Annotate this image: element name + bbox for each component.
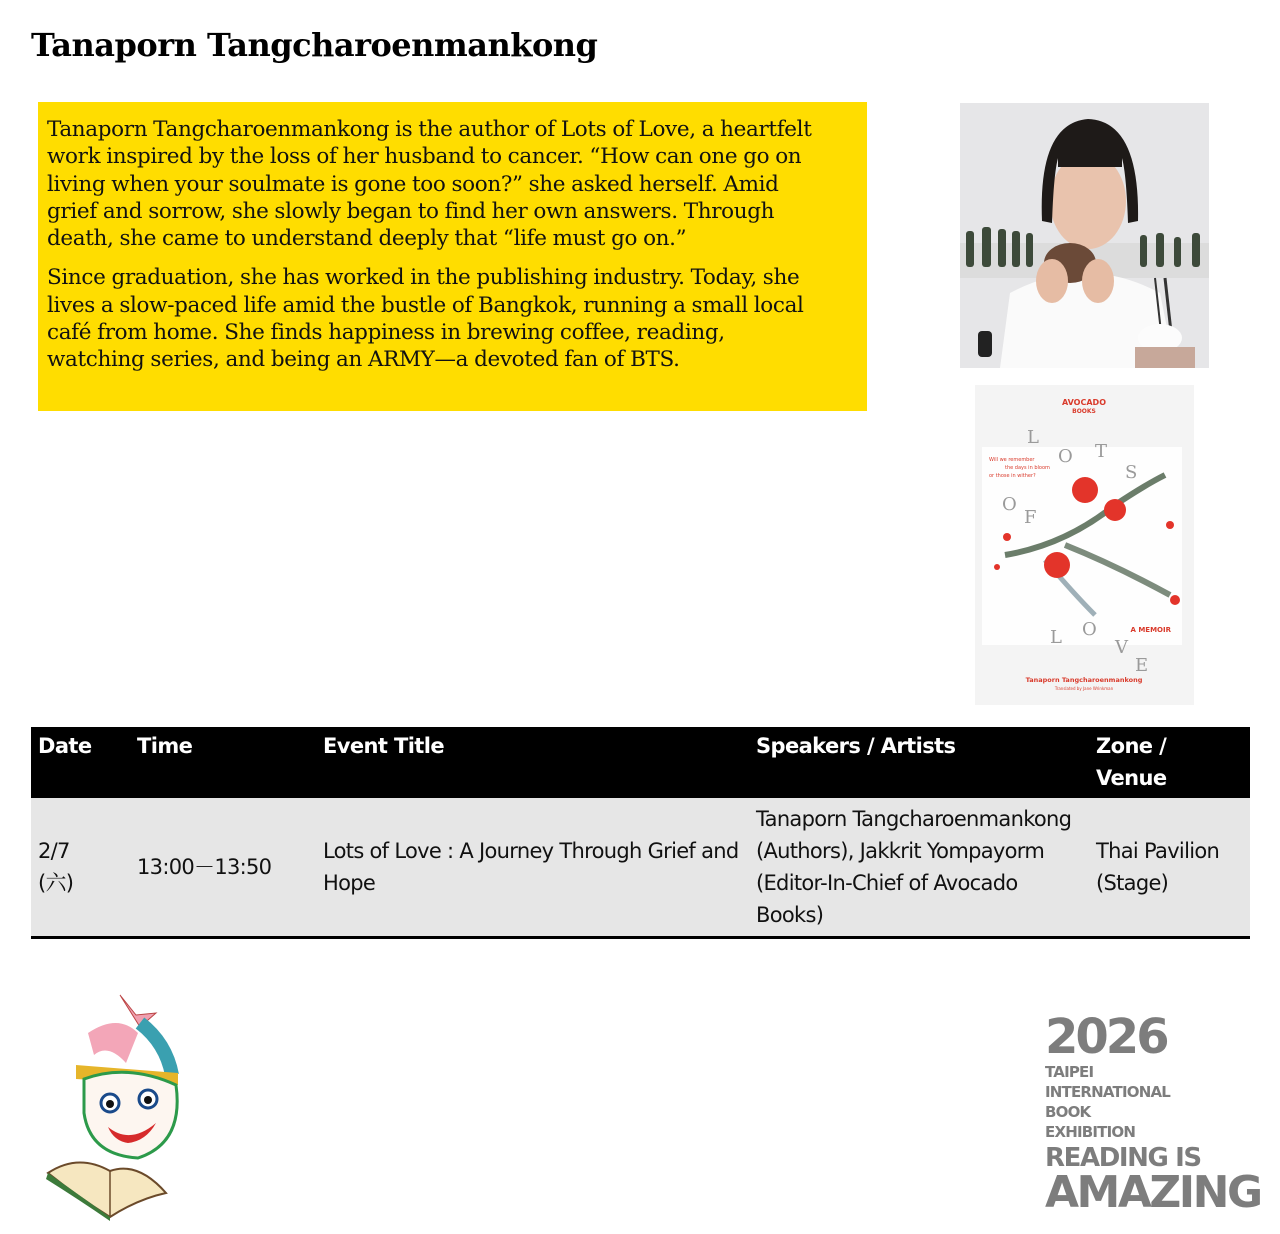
logo-line-book: BOOK: [1045, 1103, 1091, 1121]
cover-tagline-2: the days in bloom: [1005, 465, 1050, 471]
svg-text:E: E: [1135, 655, 1149, 676]
cell-venue: Thai Pavilion (Stage): [1089, 798, 1250, 938]
table-header-row: [31, 727, 1250, 798]
cell-speakers: Tanaporn Tangcharoenmankong (Authors), Jakkrit Yompayorm (Editor-In-Chief of Avocado Books): [749, 798, 1089, 938]
svg-text:O: O: [1002, 494, 1017, 515]
svg-text:L: L: [1050, 627, 1062, 648]
author-photo-illustration: [960, 103, 1209, 368]
header-venue: Zone / Venue: [1089, 727, 1250, 798]
svg-text:L: L: [1027, 427, 1039, 448]
header-time: Time: [130, 727, 316, 798]
thai-mascot-logo: [28, 993, 198, 1223]
bio-paragraph: Tanaporn Tangcharoenmankong is the author of Lots of Love, a heartfelt work inspired by the loss of her husband to cancer. “How can one go on living when your soulmate is gone too soon?” she asked herself. Amid grief and sorrow, she slowly began to find her own answers. Through death, she came to understand deeply that “life must go on.”: [47, 117, 812, 252]
cover-translator: Translated by Jane Wrinkman: [1054, 686, 1114, 691]
cover-tagline-3: or those in wither?: [989, 473, 1036, 479]
logo-line-exhibition: EXHIBITION: [1045, 1123, 1136, 1141]
table-row: [31, 798, 1250, 938]
book-cover: [975, 385, 1194, 705]
bio-paragraph: Since graduation, she has worked in the publishing industry. Today, she lives a slow-paced life amid the bustle of Bangkok, running a small local café from home. She finds happiness in brewing coffee, reading, watching series, and being an ARMY—a devoted fan of BTS.: [47, 265, 804, 373]
header-speakers: Speakers / Artists: [749, 727, 1089, 798]
cover-publisher-sub: BOOKS: [1072, 408, 1096, 415]
book-cover-art: [975, 385, 1194, 705]
schedule-table: [31, 727, 1250, 939]
cell-time: 13:00－13:50: [130, 798, 316, 938]
cover-subtitle: A MEMOIR: [1130, 626, 1171, 634]
author-photo: [960, 103, 1209, 368]
cell-event-title: Lots of Love : A Journey Through Grief and Hope: [316, 798, 749, 938]
svg-text:V: V: [1115, 637, 1128, 658]
cover-author: Tanaporn Tangcharoenmankong: [1025, 676, 1143, 684]
logo-line-international: INTERNATIONAL: [1045, 1083, 1171, 1101]
cover-publisher: AVOCADO: [1061, 398, 1107, 407]
logo-line-taipei: TAIPEI: [1045, 1063, 1094, 1081]
logo-slogan-reading-is: READING IS: [1045, 1143, 1201, 1173]
header-event-title: Event Title: [316, 727, 749, 798]
svg-text:O: O: [1082, 619, 1097, 640]
mascot-reading-book-icon: [28, 993, 198, 1223]
cell-date: 2/7 (六): [31, 798, 130, 938]
svg-text:O: O: [1058, 446, 1073, 467]
tibe-2026-logo: [1045, 1009, 1261, 1218]
header-date: Date: [31, 727, 130, 798]
svg-text:F: F: [1024, 507, 1037, 528]
logo-year: 2026: [1045, 1009, 1167, 1065]
svg-text:T: T: [1095, 441, 1108, 462]
logo-slogan-amazing: AMAZING: [1045, 1167, 1261, 1218]
svg-text:S: S: [1125, 462, 1138, 483]
cover-tagline: Will we remember: [989, 457, 1035, 463]
page-title: Tanaporn Tangcharoenmankong: [31, 26, 598, 64]
author-bio-box: [38, 102, 867, 411]
